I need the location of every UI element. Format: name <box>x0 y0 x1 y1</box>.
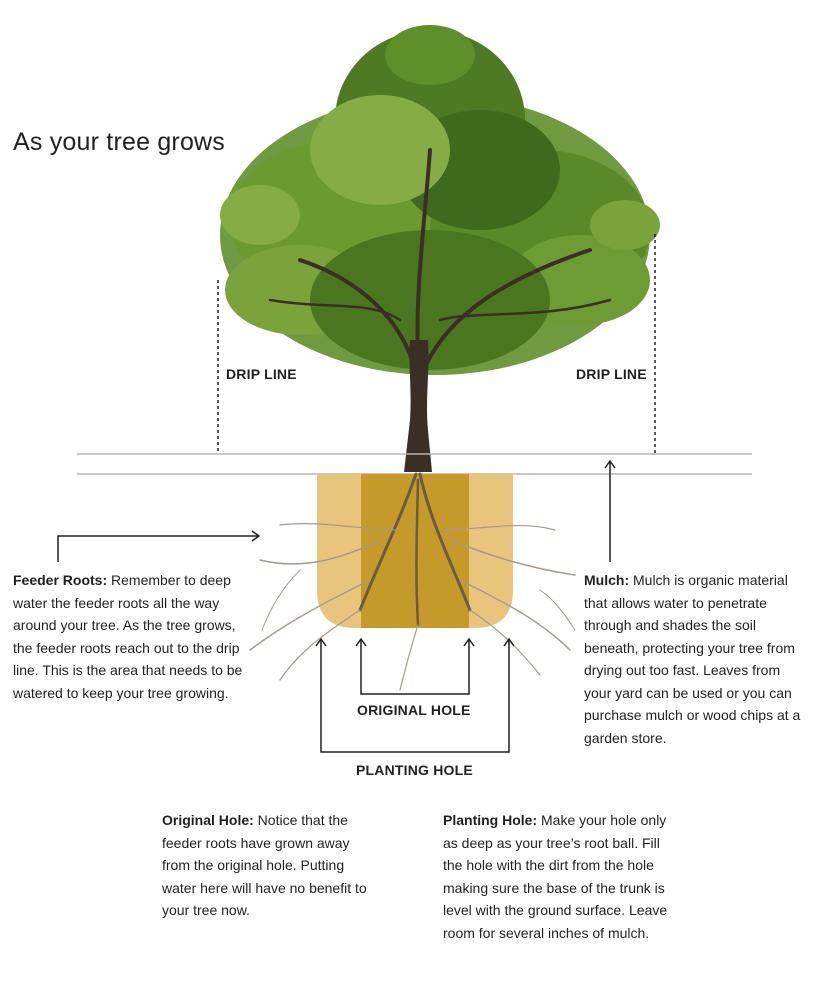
original-hole-description <box>162 809 377 922</box>
feeder-roots-description <box>13 569 245 704</box>
original-hole-bracket <box>356 639 474 694</box>
drip-line-left-label: DRIP LINE <box>226 366 297 382</box>
tree-canopy <box>220 25 660 375</box>
original-hole-heading: Original Hole: <box>162 812 254 828</box>
mulch-arrow <box>605 461 615 562</box>
original-hole-shape <box>361 474 469 628</box>
planting-hole-text: Make your hole only as deep as your tree’s root ball. Fill the hole with the dirt from the hole making sure the base of the trunk is level with the ground surface. Leave room for several inches of mulch. <box>443 812 668 941</box>
planting-hole-label: PLANTING HOLE <box>356 762 473 778</box>
feeder-roots-heading: Feeder Roots: <box>13 572 108 588</box>
feeder-roots-text: Remember to deep water the feeder roots all the way around your tree. As the tree grows, the feeder roots reach out to the drip line. This is the area that needs to be watered to keep your tree growing. <box>13 572 243 701</box>
page-title: As your tree grows <box>13 128 226 156</box>
mulch-text: Mulch is organic material that allows water to penetrate through and shades the soil beneath, protecting your tree from drying out too fast. Leaves from your yard can be used or you can purchase mulch or wood chips at a garden store. <box>584 572 801 746</box>
planting-hole-description <box>443 809 673 944</box>
feeder-roots-arrow <box>58 531 259 562</box>
original-hole-label: ORIGINAL HOLE <box>357 702 471 718</box>
original-hole-text: Notice that the feeder roots have grown away from the original hole. Putting water here will have no benefit to your tree now. <box>162 812 367 918</box>
mulch-heading: Mulch: <box>584 572 630 588</box>
planting-hole-bracket <box>316 639 514 752</box>
drip-line-right-label: DRIP LINE <box>576 366 647 382</box>
mulch-description <box>584 569 810 749</box>
planting-hole-heading: Planting Hole: <box>443 812 538 828</box>
